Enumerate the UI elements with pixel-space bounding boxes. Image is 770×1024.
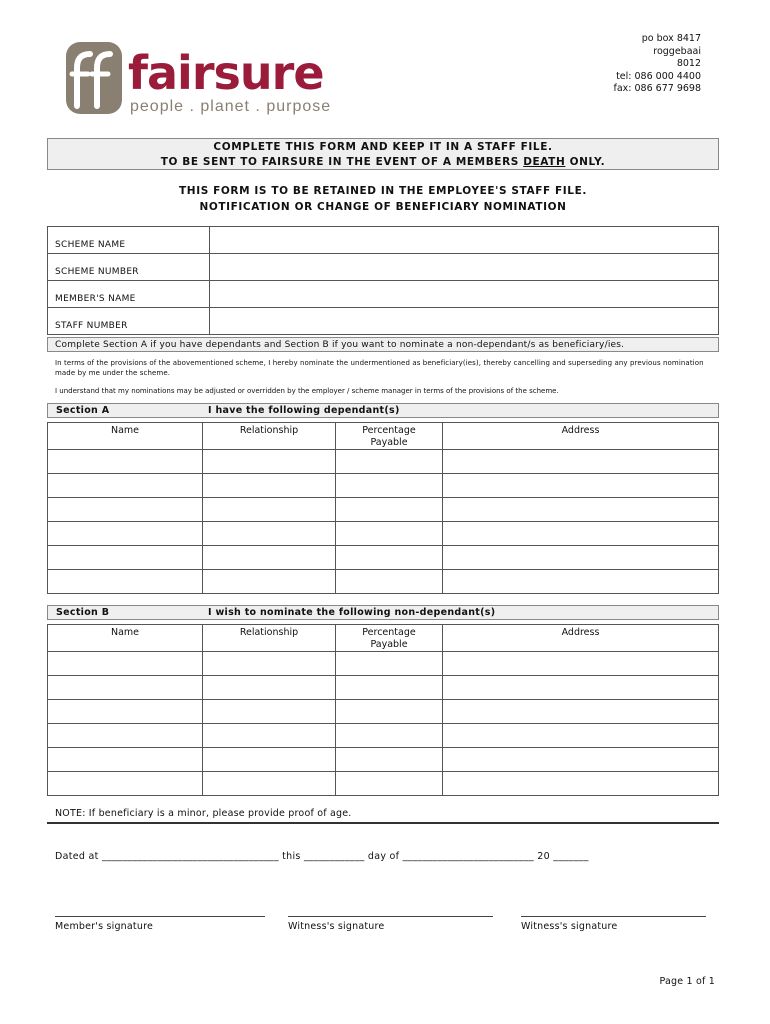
name-cell[interactable] xyxy=(48,450,203,474)
percentage-label: Percentage xyxy=(362,425,416,436)
relationship-cell[interactable] xyxy=(203,570,336,594)
column-header-address: Address xyxy=(443,625,719,652)
scheme-name-row xyxy=(48,227,719,254)
table-row xyxy=(48,748,719,772)
section-label: Section A xyxy=(56,405,110,416)
percentage-cell[interactable] xyxy=(336,546,443,570)
minor-note: NOTE: If beneficiary is a minor, please provide proof of age. xyxy=(55,808,352,819)
address-line: 8012 xyxy=(676,58,701,69)
percentage-cell[interactable] xyxy=(336,700,443,724)
understand-text: I understand that my nominations may be adjusted or overridden by the employer / scheme manager in terms of the provisions of the scheme. xyxy=(55,387,559,395)
name-cell[interactable] xyxy=(48,474,203,498)
payable-label: Payable xyxy=(370,437,408,448)
name-cell[interactable] xyxy=(48,570,203,594)
address-cell[interactable] xyxy=(443,498,719,522)
section-title: I wish to nominate the following non-dependant(s) xyxy=(208,607,496,618)
address-cell[interactable] xyxy=(443,474,719,498)
percentage-label: Percentage xyxy=(362,627,416,638)
terms-text: In terms of the provisions of the abovementioned scheme, I hereby nominate the undermentioned as beneficiary(ies), thereby cancelling and superseding any previous nomination made by me under the scheme. xyxy=(55,359,704,377)
table-row xyxy=(48,652,719,676)
heading-line-1: COMPLETE THIS FORM AND KEEP IT IN A STAFF FILE. xyxy=(213,141,553,153)
table-row xyxy=(48,772,719,796)
table-row xyxy=(48,546,719,570)
ff-monogram-logo-icon xyxy=(66,42,122,114)
scheme-name-field[interactable] xyxy=(210,227,719,254)
witness-2-signature-label: Witness's signature xyxy=(521,921,618,932)
staff-number-row xyxy=(48,308,719,335)
percentage-cell[interactable] xyxy=(336,652,443,676)
address-cell[interactable] xyxy=(443,772,719,796)
address-cell[interactable] xyxy=(443,700,719,724)
percentage-cell[interactable] xyxy=(336,474,443,498)
scheme-number-field[interactable] xyxy=(210,254,719,281)
percentage-cell[interactable] xyxy=(336,522,443,546)
percentage-cell[interactable] xyxy=(336,570,443,594)
heading-underlined-word: DEATH xyxy=(523,156,566,168)
heading-line-2 xyxy=(48,155,718,170)
section-title: I have the following dependant(s) xyxy=(208,405,400,416)
address-cell[interactable] xyxy=(443,748,719,772)
retain-line-2: NOTIFICATION OR CHANGE OF BENEFICIARY NOMINATION xyxy=(199,201,567,213)
address-cell[interactable] xyxy=(443,570,719,594)
section-label: Section B xyxy=(56,607,110,618)
name-cell[interactable] xyxy=(48,652,203,676)
table-row xyxy=(48,474,719,498)
name-cell[interactable] xyxy=(48,748,203,772)
postal-address xyxy=(614,33,702,96)
name-cell[interactable] xyxy=(48,546,203,570)
name-cell[interactable] xyxy=(48,498,203,522)
percentage-cell[interactable] xyxy=(336,676,443,700)
relationship-cell[interactable] xyxy=(203,546,336,570)
relationship-cell[interactable] xyxy=(203,748,336,772)
divider xyxy=(47,822,719,824)
telephone: tel: 086 000 4400 xyxy=(616,70,701,82)
address-line: po box 8417 xyxy=(641,33,701,44)
percentage-cell[interactable] xyxy=(336,724,443,748)
relationship-cell[interactable] xyxy=(203,652,336,676)
members-name-row xyxy=(48,281,719,308)
staff-number-field[interactable] xyxy=(210,308,719,335)
relationship-cell[interactable] xyxy=(203,772,336,796)
percentage-cell[interactable] xyxy=(336,498,443,522)
dated-line[interactable]: Dated at ___________________________________ this ____________ day of __________________________ 20 _______ xyxy=(55,851,589,862)
address-cell[interactable] xyxy=(443,652,719,676)
relationship-cell[interactable] xyxy=(203,676,336,700)
witness-1-signature-line[interactable] xyxy=(288,916,493,917)
relationship-cell[interactable] xyxy=(203,474,336,498)
table-row xyxy=(48,570,719,594)
address-cell[interactable] xyxy=(443,676,719,700)
relationship-cell[interactable] xyxy=(203,724,336,748)
name-cell[interactable] xyxy=(48,676,203,700)
witness-2-signature-line[interactable] xyxy=(521,916,706,917)
table-row xyxy=(48,676,719,700)
form-heading xyxy=(47,138,719,170)
percentage-cell[interactable] xyxy=(336,748,443,772)
name-cell[interactable] xyxy=(48,724,203,748)
field-label: MEMBER'S NAME xyxy=(48,281,210,308)
table-header-row xyxy=(48,625,719,652)
column-header-relationship: Relationship xyxy=(203,625,336,652)
section-b-header xyxy=(47,605,719,620)
member-signature-label: Member's signature xyxy=(55,921,154,932)
member-signature-line[interactable] xyxy=(55,916,265,917)
brand-tagline: people . planet . purpose xyxy=(130,98,332,115)
payable-label: Payable xyxy=(370,639,408,650)
fax: fax: 086 677 9698 xyxy=(613,83,701,94)
column-header-name: Name xyxy=(48,423,203,450)
column-header-name: Name xyxy=(48,625,203,652)
heading-text: ONLY. xyxy=(565,156,606,168)
brand-name: fairsure xyxy=(128,46,324,100)
relationship-cell[interactable] xyxy=(203,700,336,724)
percentage-cell[interactable] xyxy=(336,772,443,796)
section-b-table xyxy=(47,624,719,796)
name-cell[interactable] xyxy=(48,772,203,796)
table-row xyxy=(48,724,719,748)
field-label: SCHEME NAME xyxy=(48,227,210,254)
table-row xyxy=(48,522,719,546)
complete-instruction: Complete Section A if you have dependants and Section B if you want to nominate a non-dependant/s as beneficiary/ies. xyxy=(47,337,719,352)
address-cell[interactable] xyxy=(443,724,719,748)
table-row xyxy=(48,450,719,474)
name-cell[interactable] xyxy=(48,522,203,546)
heading-text: TO BE SENT TO FAIRSURE IN THE EVENT OF A MEMBERS xyxy=(160,156,524,168)
column-header-percentage xyxy=(336,625,443,652)
relationship-cell[interactable] xyxy=(203,522,336,546)
scheme-info-table xyxy=(47,226,719,335)
address-cell[interactable] xyxy=(443,546,719,570)
section-a-header xyxy=(47,403,719,418)
section-a-table xyxy=(47,422,719,594)
percentage-cell[interactable] xyxy=(336,450,443,474)
witness-1-signature-label: Witness's signature xyxy=(288,921,385,932)
table-header-row xyxy=(48,423,719,450)
address-cell[interactable] xyxy=(443,522,719,546)
scheme-number-row xyxy=(48,254,719,281)
address-line: roggebaai xyxy=(653,45,701,57)
column-header-relationship: Relationship xyxy=(203,423,336,450)
field-label: STAFF NUMBER xyxy=(48,308,210,335)
column-header-address: Address xyxy=(443,423,719,450)
relationship-cell[interactable] xyxy=(203,498,336,522)
page-number: Page 1 of 1 xyxy=(659,976,715,987)
name-cell[interactable] xyxy=(48,700,203,724)
relationship-cell[interactable] xyxy=(203,450,336,474)
members-name-field[interactable] xyxy=(210,281,719,308)
field-label: SCHEME NUMBER xyxy=(48,254,210,281)
column-header-percentage xyxy=(336,423,443,450)
address-cell[interactable] xyxy=(443,450,719,474)
retain-notice xyxy=(47,183,719,215)
table-row xyxy=(48,498,719,522)
retain-line-1: THIS FORM IS TO BE RETAINED IN THE EMPLOYEE'S STAFF FILE. xyxy=(179,185,587,197)
table-row xyxy=(48,700,719,724)
